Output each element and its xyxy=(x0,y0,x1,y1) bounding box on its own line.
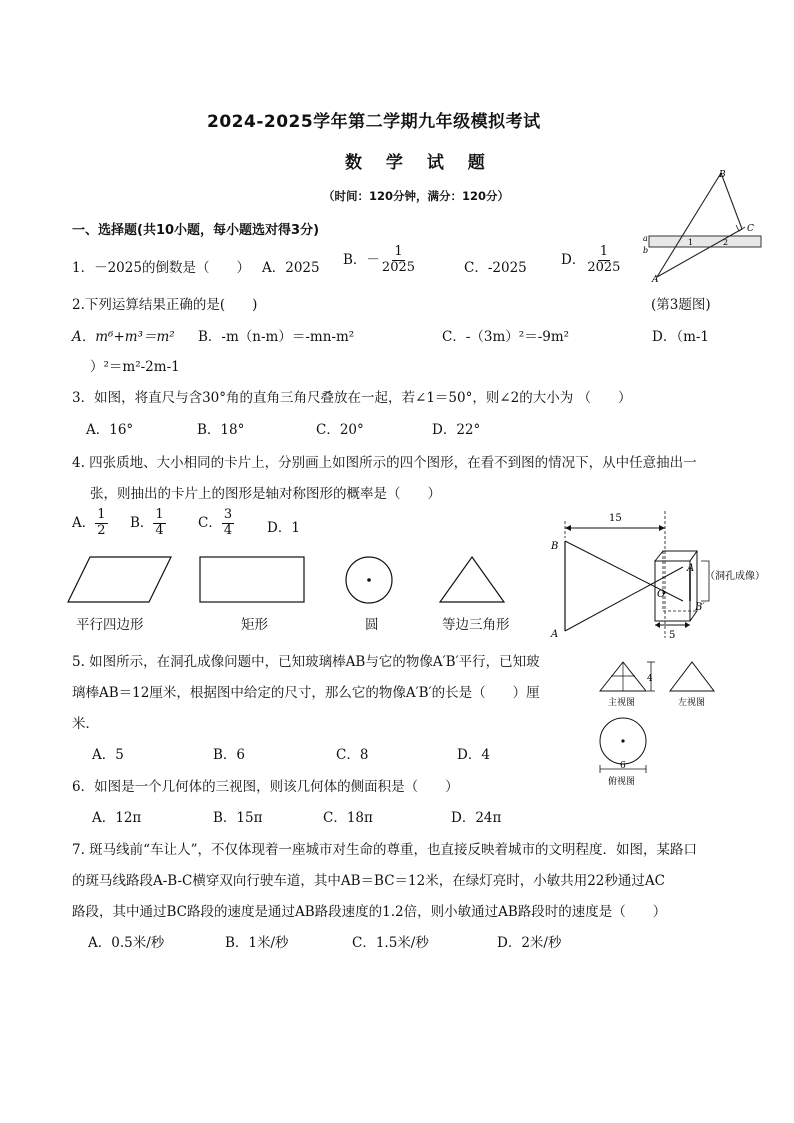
shape-label-parallelogram: 平行四边形 xyxy=(76,617,144,633)
label-b: B xyxy=(551,541,559,552)
q1-option-d-label: D． xyxy=(561,251,586,268)
section-title: 一、选择题(共10小题，每小题选对得3分) xyxy=(72,223,320,238)
q4-option-a-fraction xyxy=(95,508,107,539)
fraction-denominator: 4 xyxy=(223,522,233,538)
q1-option-b xyxy=(343,245,417,276)
left-view-label: 左视图 xyxy=(678,698,706,708)
fraction-numerator: 1 xyxy=(599,244,609,259)
q7-option-d: D．2米/秒 xyxy=(497,935,562,951)
shape-label-rectangle: 矩形 xyxy=(241,617,268,633)
q4-stem-line1: 4. 四张质地、大小相同的卡片上，分别画上如图所示的四个图形，在看不到图的情况下，从中任意抽出一 xyxy=(72,455,697,471)
exam-title: 2024-2025学年第二学期九年级模拟考试 xyxy=(207,112,541,132)
figure3-caption: (第3题图) xyxy=(651,297,711,313)
label-b-prime: B′ xyxy=(695,602,705,613)
label-o: O xyxy=(657,589,666,600)
shape-label-triangle: 等边三角形 xyxy=(442,617,510,633)
q1-stem: 1．－2025的倒数是（ ） xyxy=(72,260,250,276)
label-a: A xyxy=(652,275,659,285)
q6-stem: 6．如图是一个几何体的三视图，则该几何体的侧面积是（ ） xyxy=(72,779,459,795)
exam-subtitle: 数 学 试 题 xyxy=(345,153,494,173)
q4-stem-line2: 张，则抽出的卡片上的图形是轴对称图形的概率是（ ） xyxy=(90,486,441,502)
q4-option-b-label: B． xyxy=(130,514,154,531)
q6-option-d: D．24π xyxy=(451,810,502,826)
left-view-shape xyxy=(670,662,714,691)
q3-stem: 3．如图，将直尺与含30°角的直角三角尺叠放在一起，若∠1＝50°，则∠2的大小为 （ ） xyxy=(72,390,632,406)
height-label: 4 xyxy=(647,674,653,684)
dimension-15-label: 15 xyxy=(609,513,622,524)
q4-option-c-label: C． xyxy=(198,514,222,531)
q1-option-a: A．2025 xyxy=(262,260,320,276)
q5-option-a: A．5 xyxy=(92,747,124,763)
q3-option-d: D．22° xyxy=(432,422,481,438)
q2-option-d-line1: D．（m-1 xyxy=(652,329,710,345)
q6-option-b: B．15π xyxy=(213,810,263,826)
front-view-label: 主视图 xyxy=(608,698,636,708)
width-label: 6 xyxy=(620,761,626,771)
q2-stem: 2.下列运算结果正确的是( ) xyxy=(72,297,258,313)
q7-option-b: B．1米/秒 xyxy=(225,935,289,951)
fraction-numerator: 1 xyxy=(155,507,164,522)
q3-option-a: A．16° xyxy=(86,422,134,438)
q4-shapes xyxy=(66,555,526,607)
fraction-numerator: 3 xyxy=(223,507,233,522)
three-views-figure xyxy=(596,655,720,790)
q5-line2: 璃棒AB＝12厘米，根据图中给定的尺寸，那么它的物像A′B′的长是（ ）厘 xyxy=(72,685,540,701)
circle-center-dot xyxy=(367,578,371,582)
label-b: B xyxy=(719,170,726,180)
q7-line1: 7. 斑马线前“车让人”，不仅体现着一座城市对生命的尊重，也直接反映着城市的文明程度．如图，某路口 xyxy=(72,842,697,858)
label-a-prime: A xyxy=(687,563,695,574)
triangle-side-bc xyxy=(721,173,742,229)
q4-option-c-fraction xyxy=(222,508,234,539)
label-line-b: b xyxy=(643,246,649,255)
label-c: C xyxy=(747,224,754,234)
fraction-denominator: 2025 xyxy=(587,259,621,275)
q4-option-a-label: A． xyxy=(72,514,96,531)
time-note: （时间：120分钟，满分：120分） xyxy=(323,189,510,203)
q5-option-d: D．4 xyxy=(457,747,490,763)
q7-option-a: A．0.5米/秒 xyxy=(88,935,165,951)
q4-option-a xyxy=(72,508,108,539)
equilateral-triangle-shape xyxy=(440,557,504,602)
q7-line3: 路段，其中通过BC路段的速度是通过AB路段速度的1.2倍，则小敏通过AB路段时的速度是（ ） xyxy=(72,904,667,920)
q2-option-c: C．-（3m）²＝-9m² xyxy=(442,329,570,345)
parallelogram-shape xyxy=(68,557,171,602)
q1-option-b-label: B．－ xyxy=(343,251,380,268)
label-angle1: 1 xyxy=(688,238,694,247)
top-view-label: 俯视图 xyxy=(608,777,636,787)
q3-option-c: C．20° xyxy=(316,422,364,438)
q5-option-c: C．8 xyxy=(336,747,369,763)
q4-option-b-fraction xyxy=(153,508,165,539)
q5-option-b: B．6 xyxy=(213,747,246,763)
fraction-numerator: 1 xyxy=(97,507,106,522)
pinhole-figure xyxy=(545,503,785,643)
q4-option-d: D．1 xyxy=(267,520,300,536)
q2-option-b: B．-m（n-m）＝-mn-m² xyxy=(198,329,355,345)
dimension-5-label: 5 xyxy=(669,630,676,641)
q5-line1: 5. 如图所示，在洞孔成像问题中，已知玻璃棒AB与它的物像A′B′平行，已知玻 xyxy=(72,654,540,670)
triangle-side-ab xyxy=(657,173,721,277)
q4-option-b xyxy=(130,508,166,539)
fraction-denominator: 4 xyxy=(155,522,164,538)
rectangle-shape xyxy=(200,557,304,602)
q6-option-c: C．18π xyxy=(323,810,373,826)
q2-option-d-line2: ）²＝m²-2m-1 xyxy=(90,359,180,375)
q1-option-b-fraction xyxy=(380,245,417,276)
fraction-numerator: 1 xyxy=(394,244,403,259)
q6-option-a: A．12π xyxy=(92,810,142,826)
q5-line3: 米． xyxy=(72,716,99,732)
q2-option-a: A．m⁶+m³＝m² xyxy=(72,329,175,345)
fraction-denominator: 2025 xyxy=(381,259,416,275)
q1-option-d-fraction xyxy=(585,245,622,276)
q3-option-b: B．18° xyxy=(197,422,245,438)
label-a: A xyxy=(551,629,559,640)
q7-line2: 的斑马线路段A-B-C横穿双向行驶车道，其中AB＝BC＝12米，在绿灯亮时，小敏共用22秒通过AC xyxy=(72,873,665,889)
q1-option-c: C．-2025 xyxy=(464,260,527,276)
ruler-shape xyxy=(649,236,761,247)
q7-option-c: C．1.5米/秒 xyxy=(352,935,429,951)
shape-label-circle: 圆 xyxy=(365,617,379,633)
label-line-a: a xyxy=(643,234,648,243)
fraction-denominator: 2 xyxy=(97,522,106,538)
label-angle2: 2 xyxy=(723,238,729,247)
q4-option-c xyxy=(198,508,234,539)
question3-figure xyxy=(643,165,768,285)
pinhole-note: （洞孔成像） xyxy=(705,571,765,582)
q1-option-d xyxy=(561,245,622,276)
